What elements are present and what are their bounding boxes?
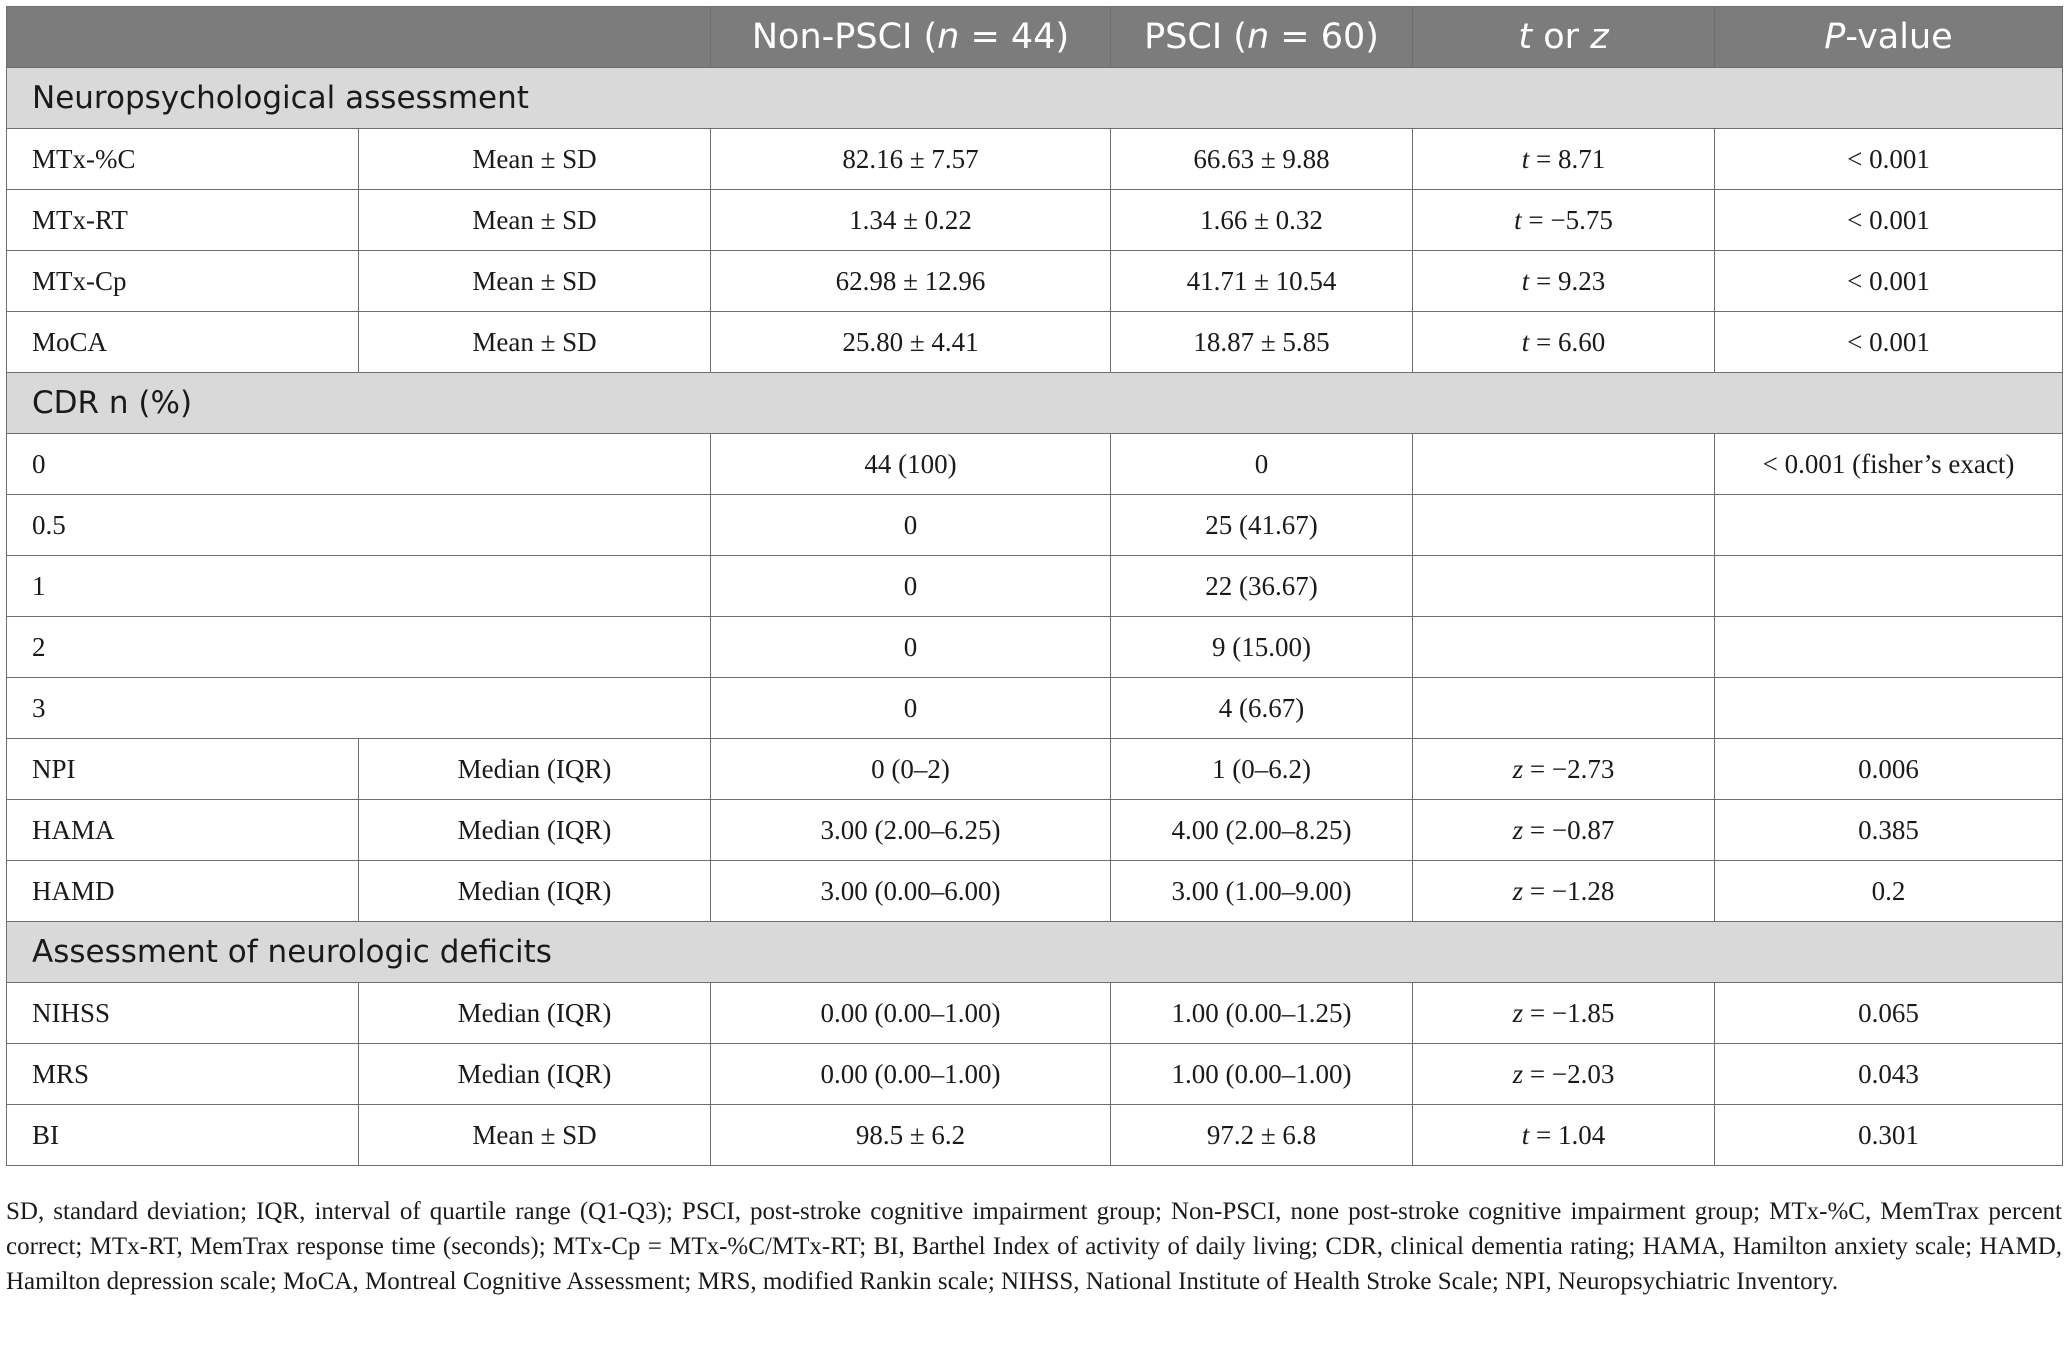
non-psci-value: 3.00 (2.00–6.25) — [711, 800, 1111, 861]
table-row — [7, 312, 2063, 373]
non-psci-value: 3.00 (0.00–6.00) — [711, 861, 1111, 922]
statistic-symbol: z — [1512, 1058, 1524, 1089]
measure-type: Median (IQR) — [359, 861, 711, 922]
table-row — [7, 1044, 2063, 1105]
statistic-symbol: t — [1521, 326, 1530, 357]
section-title: Assessment of neurologic deficits — [7, 922, 2063, 983]
test-statistic — [1413, 1105, 1715, 1166]
test-statistic — [1413, 251, 1715, 312]
p-value — [1715, 556, 2063, 617]
psci-value: 97.2 ± 6.8 — [1111, 1105, 1413, 1166]
cdr-level: 0.5 — [7, 495, 711, 556]
section-header-row — [7, 68, 2063, 129]
section-title: CDR n (%) — [7, 373, 2063, 434]
psci-value: 1.66 ± 0.32 — [1111, 190, 1413, 251]
p-value: 0.043 — [1715, 1044, 2063, 1105]
measure-type: Median (IQR) — [359, 1044, 711, 1105]
psci-value: 1.00 (0.00–1.25) — [1111, 983, 1413, 1044]
non-psci-value: 62.98 ± 12.96 — [711, 251, 1111, 312]
statistic-value: = −5.75 — [1521, 204, 1613, 235]
measure-type: Mean ± SD — [359, 129, 711, 190]
p-value: 0.065 — [1715, 983, 2063, 1044]
p-value: < 0.001 — [1715, 129, 2063, 190]
non-psci-value: 44 (100) — [711, 434, 1111, 495]
measure-type: Median (IQR) — [359, 983, 711, 1044]
table-row — [7, 1105, 2063, 1166]
test-statistic — [1413, 434, 1715, 495]
table-row — [7, 800, 2063, 861]
non-psci-value: 0 — [711, 495, 1111, 556]
statistic-value: = 1.04 — [1529, 1119, 1606, 1150]
cdr-level: 1 — [7, 556, 711, 617]
measure-type: Median (IQR) — [359, 739, 711, 800]
variable-name: MRS — [7, 1044, 359, 1105]
psci-value: 0 — [1111, 434, 1413, 495]
non-psci-value: 1.34 ± 0.22 — [711, 190, 1111, 251]
test-statistic — [1413, 312, 1715, 373]
statistic-symbol: t — [1521, 265, 1530, 296]
p-value: 0.301 — [1715, 1105, 2063, 1166]
statistic-value: = 8.71 — [1529, 143, 1606, 174]
statistic-value: = −2.73 — [1523, 753, 1615, 784]
statistic-value: = −2.03 — [1523, 1058, 1615, 1089]
p-value — [1715, 678, 2063, 739]
table-row — [7, 861, 2063, 922]
psci-value: 3.00 (1.00–9.00) — [1111, 861, 1413, 922]
table-row — [7, 983, 2063, 1044]
table-row — [7, 678, 2063, 739]
statistic-symbol: t — [1514, 204, 1522, 235]
test-statistic — [1413, 678, 1715, 739]
p-value: 0.006 — [1715, 739, 2063, 800]
non-psci-value: 98.5 ± 6.2 — [711, 1105, 1111, 1166]
test-statistic — [1413, 129, 1715, 190]
variable-name: HAMA — [7, 800, 359, 861]
measure-type: Mean ± SD — [359, 251, 711, 312]
non-psci-value: 0 — [711, 678, 1111, 739]
non-psci-value: 0.00 (0.00–1.00) — [711, 1044, 1111, 1105]
table-row — [7, 251, 2063, 312]
table-row — [7, 556, 2063, 617]
header-blank — [7, 7, 711, 68]
table-row — [7, 617, 2063, 678]
test-statistic — [1413, 739, 1715, 800]
header-t-or-z: t or z — [1413, 7, 1715, 68]
statistic-value: = −1.85 — [1523, 997, 1615, 1028]
test-statistic — [1413, 800, 1715, 861]
psci-value: 4.00 (2.00–8.25) — [1111, 800, 1413, 861]
psci-value: 66.63 ± 9.88 — [1111, 129, 1413, 190]
statistic-value: = 6.60 — [1529, 326, 1606, 357]
variable-name: MTx-%C — [7, 129, 359, 190]
statistic-value: = −1.28 — [1523, 875, 1615, 906]
statistic-symbol: z — [1512, 814, 1524, 845]
psci-value: 1.00 (0.00–1.00) — [1111, 1044, 1413, 1105]
cdr-level: 0 — [7, 434, 711, 495]
statistic-symbol: t — [1521, 1119, 1530, 1150]
psci-value: 18.87 ± 5.85 — [1111, 312, 1413, 373]
measure-type: Mean ± SD — [359, 190, 711, 251]
header-psci: PSCI (n = 60) — [1111, 7, 1413, 68]
table-row — [7, 129, 2063, 190]
table-row — [7, 739, 2063, 800]
p-value — [1715, 617, 2063, 678]
variable-name: HAMD — [7, 861, 359, 922]
p-value: 0.2 — [1715, 861, 2063, 922]
p-value: < 0.001 — [1715, 190, 2063, 251]
table-row — [7, 190, 2063, 251]
table-row — [7, 495, 2063, 556]
test-statistic — [1413, 861, 1715, 922]
test-statistic — [1413, 495, 1715, 556]
cdr-level: 3 — [7, 678, 711, 739]
p-value: < 0.001 — [1715, 251, 2063, 312]
p-value: < 0.001 — [1715, 312, 2063, 373]
statistic-symbol: z — [1512, 753, 1524, 784]
psci-value: 4 (6.67) — [1111, 678, 1413, 739]
section-title: Neuropsychological assessment — [7, 68, 2063, 129]
test-statistic — [1413, 617, 1715, 678]
variable-name: NIHSS — [7, 983, 359, 1044]
test-statistic — [1413, 1044, 1715, 1105]
statistic-symbol: t — [1521, 143, 1530, 174]
non-psci-value: 0 — [711, 556, 1111, 617]
test-statistic — [1413, 556, 1715, 617]
section-header-row — [7, 922, 2063, 983]
variable-name: NPI — [7, 739, 359, 800]
table-footnote: SD, standard deviation; IQR, interval of quartile range (Q1-Q3); PSCI, post-stroke cognitive impairment group; Non-PSCI, none post-stroke cognitive impairment group; MTx-%C, MemTrax percent correct; MTx-RT, MemTrax response time (seconds); MTx-Cp = MTx-%C/MTx-RT; BI, Barthel Index of activity of daily living; CDR, clinical dementia rating; HAMA, Hamilton anxiety scale; HAMD, Hamilton depression scale; MoCA, Montreal Cognitive Assessment; MRS, modified Rankin scale; NIHSS, National Institute of Health Stroke Scale; NPI, Neuropsychiatric Inventory. — [6, 1198, 2062, 1295]
variable-name: MTx-RT — [7, 190, 359, 251]
non-psci-value: 0 (0–2) — [711, 739, 1111, 800]
p-value: < 0.001 (fisher’s exact) — [1715, 434, 2063, 495]
table-row — [7, 434, 2063, 495]
non-psci-value: 0 — [711, 617, 1111, 678]
test-statistic — [1413, 983, 1715, 1044]
header-non-psci: Non-PSCI (n = 44) — [711, 7, 1111, 68]
statistic-symbol: z — [1512, 875, 1524, 906]
psci-value: 22 (36.67) — [1111, 556, 1413, 617]
psci-value: 41.71 ± 10.54 — [1111, 251, 1413, 312]
statistic-symbol: z — [1512, 997, 1524, 1028]
cdr-level: 2 — [7, 617, 711, 678]
measure-type: Mean ± SD — [359, 312, 711, 373]
measure-type: Mean ± SD — [359, 1105, 711, 1166]
test-statistic — [1413, 190, 1715, 251]
header-row — [7, 7, 2063, 68]
statistic-value: = −0.87 — [1523, 814, 1615, 845]
measure-type: Median (IQR) — [359, 800, 711, 861]
results-table — [6, 6, 2063, 1166]
section-header-row — [7, 373, 2063, 434]
variable-name: MTx-Cp — [7, 251, 359, 312]
header-p-value: P-value — [1715, 7, 2063, 68]
non-psci-value: 0.00 (0.00–1.00) — [711, 983, 1111, 1044]
non-psci-value: 82.16 ± 7.57 — [711, 129, 1111, 190]
p-value — [1715, 495, 2063, 556]
p-value: 0.385 — [1715, 800, 2063, 861]
statistic-value: = 9.23 — [1529, 265, 1606, 296]
psci-value: 25 (41.67) — [1111, 495, 1413, 556]
non-psci-value: 25.80 ± 4.41 — [711, 312, 1111, 373]
psci-value: 9 (15.00) — [1111, 617, 1413, 678]
psci-value: 1 (0–6.2) — [1111, 739, 1413, 800]
variable-name: MoCA — [7, 312, 359, 373]
variable-name: BI — [7, 1105, 359, 1166]
